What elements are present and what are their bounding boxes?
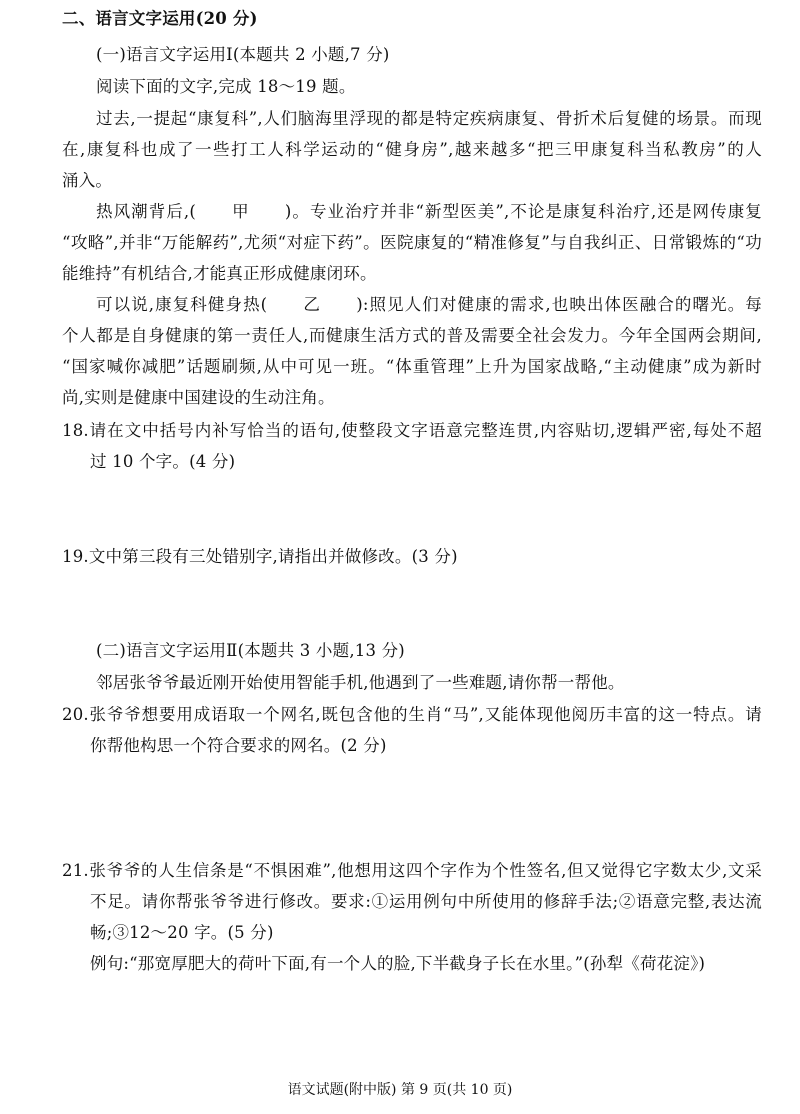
part2-intro: 邻居张爷爷最近刚开始使用智能手机,他遇到了一些难题,请你帮一帮他。 — [96, 673, 625, 692]
question-18: 18.请在文中括号内补写恰当的语句,使整段文字语意完整连贯,内容贴切,逻辑严密,每处不超 — [62, 421, 762, 440]
part1-heading: (一)语言文字运用Ⅰ(本题共 2 小题,7 分) — [96, 45, 390, 64]
passage-line: 能维持”有机结合,才能真正形成健康闭环。 — [62, 264, 377, 283]
passage-line: 过去,一提起“康复科”,人们脑海里浮现的都是特定疾病康复、骨折术后复健的场景。而现 — [96, 109, 762, 128]
question-21-cont: 不足。请你帮张爷爷进行修改。要求:①运用例句中所使用的修辞手法;②语意完整,表达流 — [90, 892, 762, 911]
passage-line: 可以说,康复科健身热( 乙 ):照见人们对健康的需求,也映出体医融合的曙光。每 — [96, 295, 762, 314]
passage-line: 在,康复科也成了一些打工人科学运动的“健身房”,越来越多“把三甲康复科当私教房”的人 — [62, 140, 762, 159]
question-21-cont: 畅;③12～20 字。(5 分) — [90, 923, 274, 942]
example-sentence: 例句:“那宽厚肥大的荷叶下面,有一个人的脸,下半截身子长在水里。”(孙犁《荷花淀》) — [90, 954, 706, 973]
part1-instruction: 阅读下面的文字,完成 18～19 题。 — [96, 77, 356, 96]
section-title: 二、语言文字运用(20 分) — [62, 9, 258, 28]
passage-line: 尚,实则是健康中国建设的生动注角。 — [62, 388, 335, 407]
question-20: 20.张爷爷想要用成语取一个网名,既包含他的生肖“马”,又能体现他阅历丰富的这一特点。请 — [62, 705, 762, 724]
passage-line: “国家喊你减肥”话题刷频,从中可见一班。“体重管理”上升为国家战略,“主动健康”成为新时 — [62, 357, 762, 376]
passage-line: “攻略”,并非“万能解药”,尤须“对症下药”。医院康复的“精准修复”与自我纠正、日常锻炼的“功 — [62, 233, 762, 252]
question-19: 19.文中第三段有三处错别字,请指出并做修改。(3 分) — [62, 547, 458, 566]
question-20-cont: 你帮他构思一个符合要求的网名。(2 分) — [90, 736, 387, 755]
passage-line: 热风潮背后,( 甲 )。专业治疗并非“新型医美”,不论是康复科治疗,还是网传康复 — [96, 202, 762, 221]
passage-line: 涌入。 — [62, 171, 113, 190]
part2-heading: (二)语言文字运用Ⅱ(本题共 3 小题,13 分) — [96, 641, 405, 660]
question-18-cont: 过 10 个字。(4 分) — [90, 452, 236, 471]
passage-line: 个人都是自身健康的第一责任人,而健康生活方式的普及需要全社会发力。今年全国两会期间, — [62, 326, 762, 345]
question-21: 21.张爷爷的人生信条是“不惧困难”,他想用这四个字作为个性签名,但又觉得它字数太少,文采 — [62, 861, 762, 880]
page-footer: 语文试题(附中版) 第 9 页(共 10 页) — [287, 1082, 513, 1098]
